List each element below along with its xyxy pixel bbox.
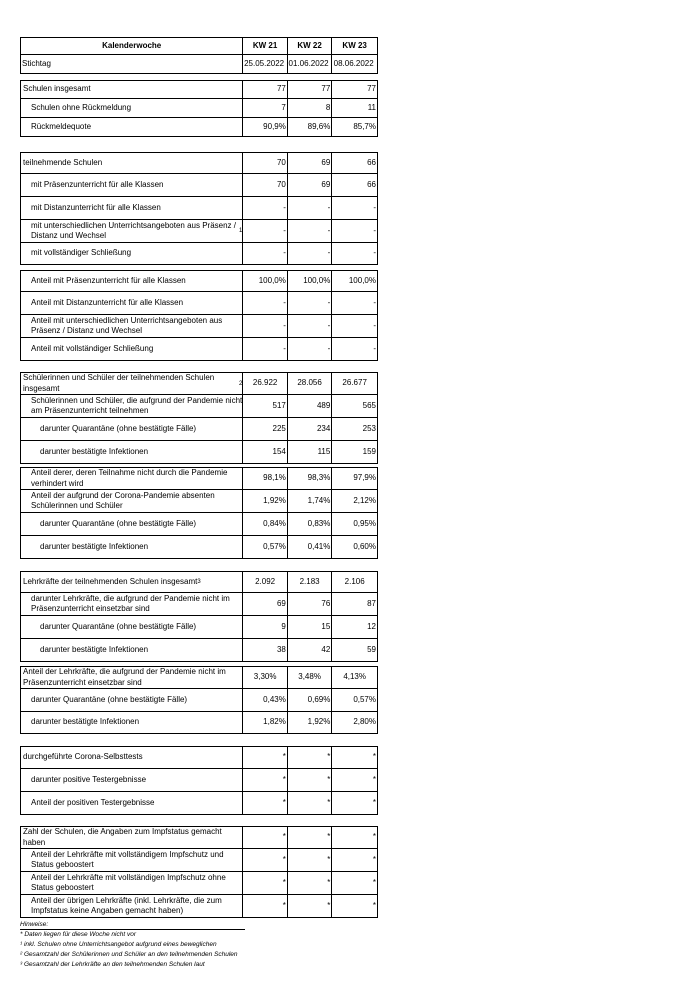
header-week: KW 23: [332, 37, 378, 55]
row-label-text: darunter Quarantäne (ohne bestätigte Fälle): [31, 694, 188, 704]
row-label: [20, 712, 243, 734]
row-value: 100,0%: [243, 270, 287, 292]
row-value: *: [288, 895, 332, 918]
table-row: [20, 639, 378, 662]
header-week: KW 22: [288, 37, 332, 55]
row-label: [20, 338, 243, 361]
table-row: [20, 536, 378, 559]
row-value: 0,43%: [243, 689, 287, 712]
row-label-text: Anteil der Lehrkräfte, die aufgrund der Pandemie nicht im Präsenzunterricht einsetzbar sind: [23, 667, 226, 687]
row-value: 1,82%: [243, 712, 287, 734]
row-label-text: Schulen ohne Rückmeldung: [31, 102, 132, 112]
row-value: 159: [332, 441, 378, 464]
row-label: [20, 467, 243, 490]
row-label-text: darunter bestätigte Infektionen: [40, 541, 149, 551]
stichtag-label: Stichtag: [20, 55, 243, 74]
row-value: *: [332, 849, 378, 872]
note-line: ³ Gesamtzahl der Lehrkräfte an den teilnehmenden Schulen laut: [20, 961, 205, 968]
row-label: [20, 689, 243, 712]
row-value: 90,9%: [243, 118, 287, 137]
row-value: 11: [332, 99, 378, 118]
table-row: [20, 872, 378, 895]
table-row: [20, 338, 378, 361]
row-label: [20, 490, 243, 513]
row-value: 97,9%: [332, 467, 378, 490]
row-label-text: darunter Lehrkräfte, die aufgrund der Pandemie nicht im Präsenzunterricht einsetzbar sind: [31, 593, 230, 613]
row-value: -: [243, 197, 287, 220]
notes-title: Hinweise:: [20, 921, 245, 930]
table-row: [20, 152, 378, 174]
table-row: [20, 616, 378, 639]
row-value: -: [332, 292, 378, 315]
row-value: 0,41%: [288, 536, 332, 559]
stichtag-row: [20, 55, 378, 74]
row-value: 0,83%: [288, 513, 332, 536]
row-label: [20, 513, 243, 536]
row-label: Lehrkräfte der teilnehmenden Schulen insgesamt 3: [20, 571, 243, 593]
row-value: 234: [288, 418, 332, 441]
row-label: [20, 746, 243, 769]
table-row: [20, 270, 378, 292]
row-value: 77: [243, 80, 287, 99]
row-label-text: darunter bestätigte Infektionen: [31, 717, 140, 727]
row-value: 69: [288, 152, 332, 174]
row-label: [20, 639, 243, 662]
table-row: [20, 80, 378, 99]
notes-section: [20, 921, 245, 970]
table-row: [20, 292, 378, 315]
row-value: *: [288, 746, 332, 769]
table-row: [20, 118, 378, 137]
row-label-text: Anteil mit Präsenzunterricht für alle Klassen: [31, 275, 186, 285]
row-value: 0,95%: [332, 513, 378, 536]
row-label: [20, 418, 243, 441]
row-value: 3,48%: [288, 666, 332, 689]
row-value: -: [288, 243, 332, 265]
row-value: *: [243, 792, 287, 815]
row-value: 26.677: [332, 372, 378, 395]
row-value: 2.183: [288, 571, 332, 593]
row-label-text: darunter positive Testergebnisse: [31, 774, 147, 784]
table-row: [20, 220, 378, 243]
row-value: 89,6%: [288, 118, 332, 137]
row-label-text: Schülerinnen und Schüler, die aufgrund der Pandemie nicht am Präsenzunterricht teilnehmen: [31, 395, 243, 415]
row-label-text: Anteil der Lehrkräfte mit vollständigen Impfschutz ohne Status geboostert: [31, 872, 226, 892]
row-label: [20, 792, 243, 815]
table-row: [20, 315, 378, 338]
row-value: 26.922: [243, 372, 287, 395]
note-line: * Daten liegen für diese Woche nicht vor: [20, 931, 136, 938]
row-label-text: darunter Quarantäne (ohne bestätigte Fälle): [40, 423, 197, 433]
row-value: 2,12%: [332, 490, 378, 513]
row-label-text: darunter bestätigte Infektionen: [40, 446, 149, 456]
row-label: [20, 666, 243, 689]
table-row: [20, 712, 378, 734]
row-value: *: [243, 872, 287, 895]
row-value: 517: [243, 395, 287, 418]
row-label: [20, 395, 243, 418]
row-value: -: [243, 338, 287, 361]
row-value: 87: [332, 593, 378, 616]
table-row: [20, 571, 378, 593]
row-label-text: durchgeführte Corona-Selbsttests: [23, 752, 143, 762]
row-value: -: [288, 197, 332, 220]
row-label: Schülerinnen und Schüler der teilnehmenden Schulen insgesamt 2: [20, 372, 243, 395]
table-row: [20, 467, 378, 490]
stichtag-date: 01.06.2022: [288, 55, 332, 74]
row-value: 2.106: [332, 571, 378, 593]
row-value: 565: [332, 395, 378, 418]
row-value: *: [332, 826, 378, 849]
table-row: [20, 490, 378, 513]
row-label: [20, 536, 243, 559]
row-label: [20, 99, 243, 118]
row-label: [20, 593, 243, 616]
row-value: 0,69%: [288, 689, 332, 712]
row-value: 8: [288, 99, 332, 118]
row-value: *: [332, 895, 378, 918]
row-value: 2,80%: [332, 712, 378, 734]
row-label-text: darunter Quarantäne (ohne bestätigte Fälle): [40, 518, 197, 528]
row-value: 42: [288, 639, 332, 662]
row-value: 77: [332, 80, 378, 99]
row-label-text: Anteil der Lehrkräfte mit vollständigem Impfschutz und Status geboostert: [31, 849, 224, 869]
row-label: [20, 174, 243, 197]
row-label-text: Anteil mit Distanzunterricht für alle Klassen: [31, 297, 184, 307]
row-value: *: [288, 849, 332, 872]
row-label: [20, 826, 243, 849]
row-value: *: [243, 849, 287, 872]
row-label: [20, 769, 243, 792]
row-value: -: [288, 315, 332, 338]
row-value: 1,92%: [243, 490, 287, 513]
row-value: 66: [332, 152, 378, 174]
row-label-text: Lehrkräfte der teilnehmenden Schulen insgesamt: [23, 576, 198, 586]
row-label: [20, 441, 243, 464]
row-label: [20, 315, 243, 338]
table-row: [20, 197, 378, 220]
row-value: -: [332, 220, 378, 243]
row-label-text: Anteil derer, deren Teilnahme nicht durch die Pandemie verhindert wird: [31, 468, 228, 488]
row-value: *: [332, 769, 378, 792]
row-label-text: Rückmeldequote: [31, 121, 92, 131]
row-value: 15: [288, 616, 332, 639]
row-value: 100,0%: [332, 270, 378, 292]
table-row: [20, 243, 378, 265]
table-row: [20, 593, 378, 616]
row-label-text: Anteil mit vollständiger Schließung: [31, 343, 154, 353]
row-label-text: mit vollständiger Schließung: [31, 248, 132, 258]
row-label: [20, 849, 243, 872]
row-value: 85,7%: [332, 118, 378, 137]
row-value: *: [243, 895, 287, 918]
table-row: [20, 769, 378, 792]
row-value: *: [288, 872, 332, 895]
row-value: -: [243, 315, 287, 338]
row-value: 3,30%: [243, 666, 287, 689]
row-label-text: Anteil mit unterschiedlichen Unterrichtsangeboten aus Präsenz / Distanz und Wechsel: [31, 315, 223, 335]
table-row: [20, 441, 378, 464]
row-label: [20, 197, 243, 220]
row-value: -: [332, 197, 378, 220]
row-value: 1,74%: [288, 490, 332, 513]
table-row: [20, 174, 378, 197]
row-value: 7: [243, 99, 287, 118]
row-label-text: mit Präsenzunterricht für alle Klassen: [31, 179, 164, 189]
row-value: 66: [332, 174, 378, 197]
row-value: 77: [288, 80, 332, 99]
row-label-text: Anteil der positiven Testergebnisse: [31, 797, 155, 807]
row-label-text: darunter bestätigte Infektionen: [40, 644, 149, 654]
row-value: 0,57%: [332, 689, 378, 712]
row-value: 98,1%: [243, 467, 287, 490]
stichtag-date: 08.06.2022: [332, 55, 378, 74]
row-value: 489: [288, 395, 332, 418]
header-label: Kalenderwoche: [20, 37, 243, 55]
table-row: [20, 395, 378, 418]
row-label: [20, 872, 243, 895]
row-value: 59: [332, 639, 378, 662]
row-value: -: [243, 220, 287, 243]
row-value: *: [332, 746, 378, 769]
row-value: 115: [288, 441, 332, 464]
row-label-text: darunter Quarantäne (ohne bestätigte Fälle): [40, 621, 197, 631]
row-value: *: [243, 769, 287, 792]
table-row: [20, 895, 378, 918]
row-label-text: Anteil der aufgrund der Corona-Pandemie absenten Schülerinnen und Schüler: [31, 490, 215, 510]
table-row: [20, 746, 378, 769]
row-value: -: [332, 315, 378, 338]
row-value: 154: [243, 441, 287, 464]
table-row: [20, 418, 378, 441]
row-value: 70: [243, 152, 287, 174]
row-value: 4,13%: [332, 666, 378, 689]
row-label: [20, 118, 243, 137]
row-label-text: Schülerinnen und Schüler der teilnehmenden Schulen insgesamt: [23, 373, 215, 393]
table-row: [20, 513, 378, 536]
table-row: [20, 689, 378, 712]
table-row: [20, 826, 378, 849]
row-value: 225: [243, 418, 287, 441]
row-value: *: [243, 826, 287, 849]
row-label: [20, 616, 243, 639]
row-label-text: Schulen insgesamt: [23, 84, 91, 94]
row-value: -: [332, 338, 378, 361]
row-value: *: [332, 792, 378, 815]
row-value: *: [288, 792, 332, 815]
row-label: [20, 80, 243, 99]
table-row: [20, 666, 378, 689]
note-line: ¹ inkl. Schulen ohne Unterrichtsangebot aufgrund eines beweglichen: [20, 941, 217, 948]
row-value: *: [243, 746, 287, 769]
header-week: KW 21: [243, 37, 287, 55]
table-row: [20, 372, 378, 395]
row-value: 253: [332, 418, 378, 441]
row-value: -: [332, 243, 378, 265]
row-value: 100,0%: [288, 270, 332, 292]
row-label: [20, 292, 243, 315]
row-value: 2.092: [243, 571, 287, 593]
row-value: 0,57%: [243, 536, 287, 559]
row-value: 12: [332, 616, 378, 639]
row-value: 1,92%: [288, 712, 332, 734]
row-label-text: teilnehmende Schulen: [23, 157, 103, 167]
row-label-text: mit Distanzunterricht für alle Klassen: [31, 202, 161, 212]
row-label: [20, 243, 243, 265]
row-value: -: [243, 243, 287, 265]
row-value: 9: [243, 616, 287, 639]
stichtag-date: 25.05.2022: [243, 55, 287, 74]
table-row: [20, 849, 378, 872]
row-value: 70: [243, 174, 287, 197]
header-row: [20, 37, 378, 55]
row-value: -: [288, 220, 332, 243]
row-value: *: [332, 872, 378, 895]
row-value: 98,3%: [288, 467, 332, 490]
row-value: 76: [288, 593, 332, 616]
row-value: 0,84%: [243, 513, 287, 536]
row-label-text: Zahl der Schulen, die Angaben zum Impfstatus gemacht haben: [23, 827, 222, 847]
row-label: [20, 152, 243, 174]
row-value: -: [288, 292, 332, 315]
row-value: -: [243, 292, 287, 315]
row-value: 69: [243, 593, 287, 616]
note-line: ² Gesamtzahl der Schülerinnen und Schüler an den teilnehmenden Schulen: [20, 951, 238, 958]
table-row: [20, 792, 378, 815]
row-label: mit unterschiedlichen Unterrichtsangeboten aus Präsenz / Distanz und Wechsel 1: [20, 220, 243, 243]
row-value: -: [288, 338, 332, 361]
row-label: [20, 270, 243, 292]
row-value: 0,60%: [332, 536, 378, 559]
table-row: [20, 99, 378, 118]
row-label-text: mit unterschiedlichen Unterrichtsangeboten aus Präsenz / Distanz und Wechsel: [31, 220, 236, 240]
row-value: 38: [243, 639, 287, 662]
row-label-text: Anteil der übrigen Lehrkräfte (inkl. Lehrkräfte, die zum Impfstatus keine Angaben gemacht haben): [31, 895, 222, 915]
row-label: [20, 895, 243, 918]
row-value: *: [288, 826, 332, 849]
row-value: 69: [288, 174, 332, 197]
row-value: 28.056: [288, 372, 332, 395]
row-value: *: [288, 769, 332, 792]
